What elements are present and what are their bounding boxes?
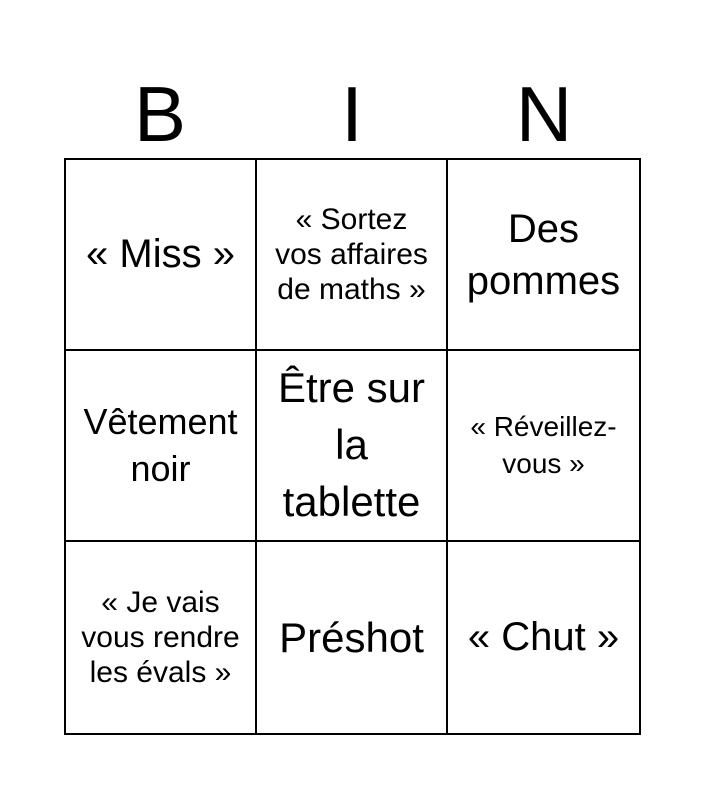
- bingo-cell-text: « Réveillez-vous »: [470, 411, 617, 479]
- bingo-cell[interactable]: [448, 542, 639, 733]
- bingo-cell[interactable]: [448, 160, 639, 351]
- bingo-cell-text: Des pommes: [466, 206, 621, 303]
- bingo-grid: [64, 158, 641, 735]
- bingo-cell[interactable]: [66, 351, 257, 542]
- bingo-header: [64, 70, 641, 158]
- bingo-cell[interactable]: [257, 160, 448, 351]
- bingo-cell-text: « Sortez vos affaires de maths »: [275, 202, 428, 307]
- header-letter-b: B: [133, 70, 187, 158]
- header-letter-n: N: [515, 70, 573, 158]
- bingo-cell-text: Vêtement noir: [83, 400, 238, 489]
- bingo-cell[interactable]: [66, 542, 257, 733]
- bingo-cell[interactable]: [257, 351, 448, 542]
- bingo-cell[interactable]: [448, 351, 639, 542]
- bingo-cell[interactable]: [257, 542, 448, 733]
- header-letter-i: I: [341, 70, 363, 158]
- bingo-cell-text: « Chut »: [467, 615, 620, 660]
- bingo-cell-text: « Je vais vous rendre les évals »: [81, 585, 240, 690]
- bingo-cell-text: Préshot: [279, 613, 424, 661]
- bingo-cell[interactable]: [66, 160, 257, 351]
- bingo-cell-text: Être sur la tablette: [277, 364, 426, 525]
- bingo-cell-text: « Miss »: [86, 232, 235, 277]
